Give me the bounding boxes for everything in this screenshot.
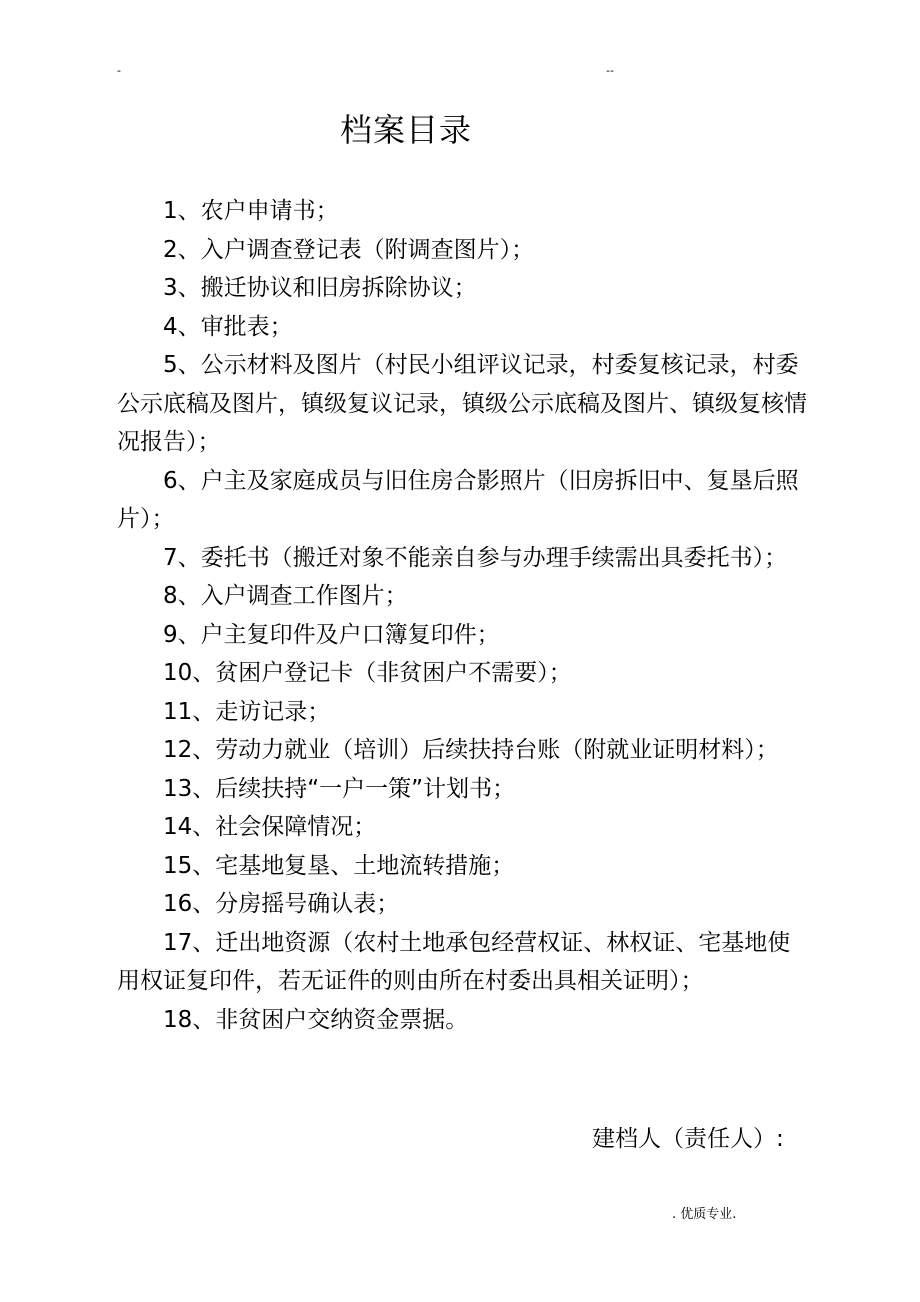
signature-label: 建档人（责任人）:: [592, 1126, 784, 1152]
list-item: 17、迁出地资源（农村土地承包经营权证、林权证、宅基地使用权证复印件，若无证件的则由所在村委出具相关证明）；: [117, 929, 791, 994]
list-item: 1、农户申请书；: [163, 198, 339, 224]
list-item: 12、劳动力就业（培训）后续扶持台账（附就业证明材料）；: [163, 737, 779, 763]
list-item: 5、公示材料及图片（村民小组评议记录，村委复核记录，村委公示底稿及图片，镇级复议记录，镇级公示底稿及图片、镇级复核情况报告）；: [117, 352, 807, 455]
list-item: 8、入户调查工作图片；: [163, 583, 408, 609]
list-item: 9、户主复印件及户口簿复印件；: [163, 621, 500, 648]
list-item: 14、社会保障情况；: [163, 814, 377, 840]
list-item: 11、走访记录；: [163, 698, 331, 725]
list-item: 6、户主及家庭成员与旧住房合影照片（旧房拆旧中、复垦后照片）；: [117, 467, 799, 532]
list-item: 15、宅基地复垦、土地流转措施；: [163, 852, 515, 879]
footer-text: . 优质专业.: [672, 1207, 737, 1222]
document-title: 档案目录: [339, 111, 472, 149]
list-item: 2、入户调查登记表（附调查图片）；: [163, 236, 535, 263]
list-item: 10、贫困户登记卡（非贫困户不需要）；: [163, 660, 572, 686]
list-item: 13、后续扶持“一户一策”计划书；: [163, 775, 516, 802]
list-item: 16、分房摇号确认表；: [163, 891, 400, 917]
list-item: 3、搬迁协议和旧房拆除协议；: [163, 275, 477, 301]
header-mark-left: -: [117, 64, 121, 77]
header-mark-right: --: [606, 64, 614, 77]
list-item: 4、审批表；: [163, 313, 293, 340]
list-item: 7、委托书（搬迁对象不能亲自参与办理手续需出具委托书）；: [163, 544, 788, 571]
archive-catalog-list: [117, 192, 813, 1039]
list-item: 18、非贫困户交纳资金票据。: [163, 1006, 469, 1033]
